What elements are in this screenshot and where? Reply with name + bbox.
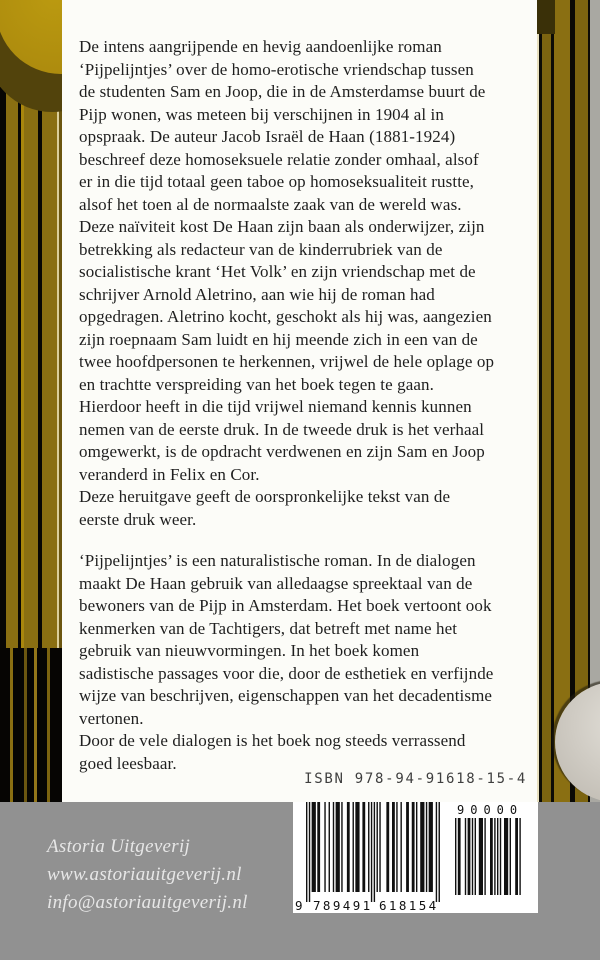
synopsis-panel [62,0,537,802]
barcode-box [293,802,538,913]
barcode-digit-leading: 9 [295,898,303,913]
isbn-label: ISBN 978-94-91618-15-4 [304,771,527,787]
footer-band [0,802,600,960]
silver-circle-bottom-right [555,682,600,802]
left-stripe-art [0,0,62,802]
right-stripe-art [537,0,600,802]
synopsis-paragraph-1: De intens aangrijpende en hevig aandoenlijke roman ‘Pijpelijntjes’ over de homo-erotische vriendschap tussen de studenten Sam en Joop, die in de Amsterdamse buurt de Pijp wonen, was meteen bij verschijnen in 1904 al in opspraak. De auteur Jacob Israël de Haan (1881-1924) beschreef deze homoseksuele relatie zonder omhaal, alsof er in die tijd totaal geen taboe op homoseksualiteit rustte, alsof het toen al de normaalste zaak van de wereld was. Deze naïviteit kost De Haan zijn baan als onderwijzer, zijn betrekking als redacteur van de kinderrubriek van de socialistische krant ‘Het Volk’ en zijn vriendschap met de schrijver Arnold Aletrino, aan wie hij de roman had opgedragen. Aletrino kocht, geschokt als hij was, aangezien zijn roepnaam Sam luidt en hij meende zich in een van de twee hoofdpersonen te herkennen, vrijwel de hele oplage op en trachtte verspreiding van het boek tegen te gaan. Hierdoor heeft in die tijd vrijwel niemand kennis kunnen nemen van de eerste druk. In de tweede druk is het verhaal omgewerkt, is de opdracht verdwenen en zijn Sam en Joop veranderd in Felix en Cor. Deze heruitgave geeft de oorspronkelijke tekst van de eerste druk weer. [79,37,495,529]
synopsis-text [62,0,537,775]
barcode-supplement-digits: 90000 [457,803,524,817]
publisher-block [47,833,248,917]
right-stripe-top-shade [537,0,555,34]
publisher-website: www.astoriauitgeverij.nl [47,864,242,885]
barcode-digits-group1: 789491 [313,898,373,913]
ean13-barcode [293,802,538,913]
publisher-name: Astoria Uitgeverij [47,836,191,857]
synopsis-paragraph-2: ‘Pijpelijntjes’ is een naturalistische roman. In de dialogen maakt De Haan gebruik van alledaagse spreektaal van de bewoners van de Pijp in Amsterdam. Het boek vertoont ook kenmerken van de Tachtigers, dat betreft met name het gebruik van nieuwvormingen. In het boek komen sadistische passages voor die, door de esthetiek en verfijnde wijze van beschrijven, eigenschappen van het decadentisme vertonen. Door de vele dialogen is het boek nog steeds verrassend goed leesbaar. [79,551,494,773]
left-stripe-bottom-shade [0,648,62,802]
barcode-digits-group2: 618154 [379,898,439,913]
publisher-email: info@astoriauitgeverij.nl [47,892,248,913]
